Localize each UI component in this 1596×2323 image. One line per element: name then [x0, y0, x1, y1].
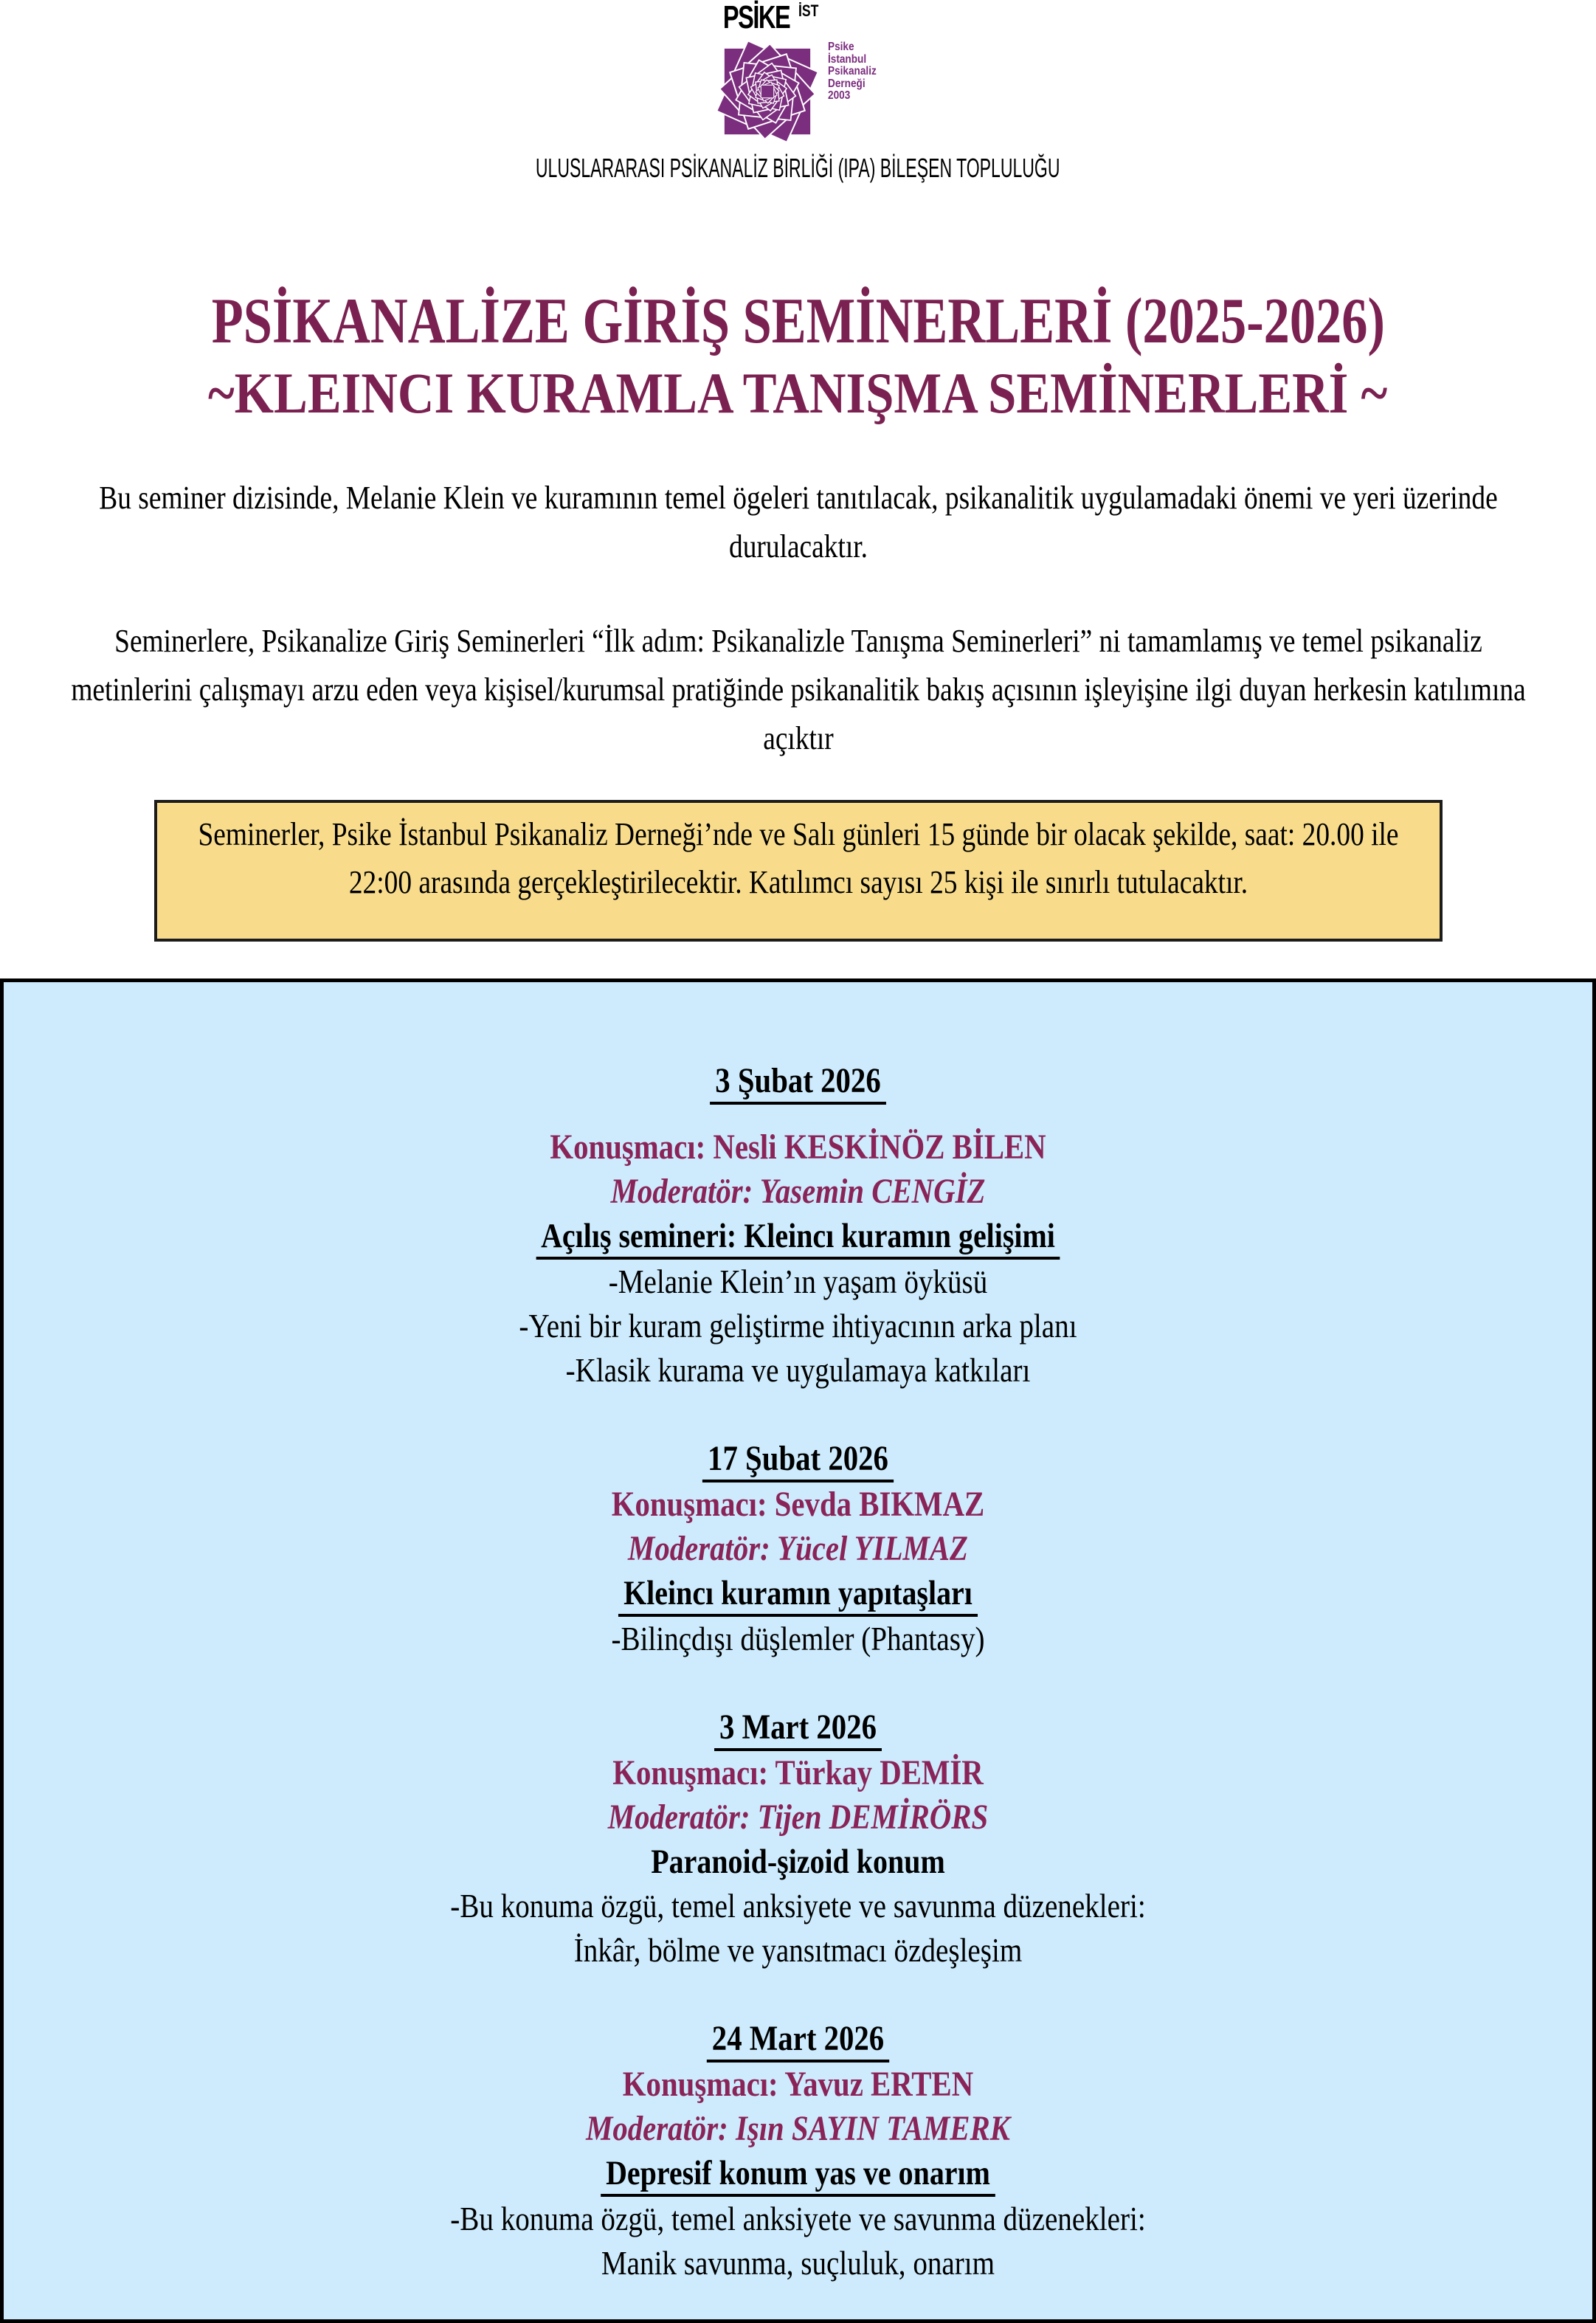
seminar-session-1 — [4, 1059, 1592, 1392]
schedule-notice-text: Seminerler, Psike İstanbul Psikanaliz Derneği’nde ve Salı günleri 15 günde bir olacak şekilde, saat: 20.00 ile 22:00 arasında gerçekleştirilecektir. Katılımcı sayısı 25 kişi ile sınırlı tutulacaktır. — [197, 816, 1399, 900]
spiral-pinwheel-icon — [711, 37, 823, 146]
seminar-session-3 — [4, 1705, 1592, 1972]
seminar-session-2 — [4, 1437, 1592, 1661]
session-date: 17 Şubat 2026 — [122, 1437, 1473, 1482]
session-moderator: Moderatör: Tijen DEMİRÖRS — [607, 1798, 989, 1837]
session-topic: Paranoid-şizoid konum — [651, 1843, 945, 1881]
psike-logo — [711, 0, 885, 146]
ipa-affiliation-line: ULUSLARARASI PSİKANALİZ BİRLİĞİ (IPA) BİLEŞEN TOPLULUĞU — [536, 153, 1060, 183]
header — [0, 0, 1596, 184]
seminar-session-4 — [4, 2017, 1592, 2285]
agenda-item: -Bu konuma özgü, temel anksiyete ve savunma düzenekleri: — [450, 2200, 1146, 2237]
session-date: 24 Mart 2026 — [122, 2017, 1473, 2063]
agenda-item: -Klasik kurama ve uygulamaya katkıları — [565, 1351, 1031, 1389]
logo-wordmark: PSİKE — [722, 0, 790, 35]
intro-paragraph-2: Seminerlere, Psikanalize Giriş Seminerleri “İlk adım: Psikanalizle Tanışma Seminerleri” ni tamamlamış ve temel psikanaliz metinlerini çalışmayı arzu eden veya kişisel/kurumsal pratiğinde psikanalitik bakış açısının işleyişine ilgi duyan herkesin katılımına açıktır — [71, 623, 1526, 756]
logo-association-line: Psike — [827, 41, 854, 53]
agenda-item: İnkâr, bölme ve yansıtmacı özdeşleşim — [573, 1931, 1023, 1969]
session-topic: Depresif konum yas ve onarım — [122, 2151, 1473, 2197]
logo-association-line: Psikanaliz — [827, 65, 877, 77]
logo-association-line: Derneği — [827, 77, 866, 90]
session-date: 3 Şubat 2026 — [122, 1059, 1473, 1105]
session-moderator: Moderatör: Yasemin CENGİZ — [610, 1172, 986, 1211]
schedule-notice-box — [154, 800, 1443, 942]
session-speaker: Konuşmacı: Nesli KESKİNÖZ BİLEN — [550, 1128, 1046, 1167]
session-speaker: Konuşmacı: Yavuz ERTEN — [622, 2065, 974, 2104]
agenda-item: -Bilinçdışı düşlemler (Phantasy) — [611, 1620, 985, 1657]
session-topic: Kleincı kuramın yapıtaşları — [122, 1571, 1473, 1617]
session-moderator: Moderatör: Işın SAYIN TAMERK — [586, 2109, 1010, 2148]
logo-association-line: 2003 — [827, 89, 851, 102]
logo-wordmark-superscript: İST — [798, 1, 819, 20]
session-moderator: Moderatör: Yücel YILMAZ — [628, 1529, 968, 1568]
page-subtitle: ~KLEINCI KURAMLA TANIŞMA SEMİNERLERİ ~ — [208, 361, 1388, 425]
session-speaker: Konuşmacı: Türkay DEMİR — [612, 1753, 984, 1792]
session-topic: Açılış semineri: Kleincı kuramın gelişimi — [122, 1214, 1473, 1260]
agenda-item: Manik savunma, suçluluk, onarım — [601, 2244, 995, 2282]
page-title: PSİKANALİZE GİRİŞ SEMİNERLERİ (2025-2026) — [211, 286, 1385, 357]
agenda-item: -Melanie Klein’ın yaşam öyküsü — [608, 1263, 988, 1300]
agenda-item: -Yeni bir kuram geliştirme ihtiyacının arka planı — [519, 1307, 1077, 1345]
logo-association-name — [828, 41, 885, 103]
session-date: 3 Mart 2026 — [122, 1705, 1473, 1751]
logo-wordmark-row — [711, 0, 823, 37]
logo-left-column — [711, 0, 823, 146]
intro-paragraph-1: Bu seminer dizisinde, Melanie Klein ve kuramının temel ögeleri tanıtılacak, psikanalitik uygulamadaki önemi ve yeri üzerinde durulacaktır. — [99, 480, 1498, 565]
agenda-item: -Bu konuma özgü, temel anksiyete ve savunma düzenekleri: — [450, 1887, 1146, 1925]
logo-association-line: İstanbul — [827, 52, 867, 66]
seminar-schedule-panel — [0, 978, 1596, 2323]
session-speaker: Konuşmacı: Sevda BIKMAZ — [611, 1485, 985, 1524]
